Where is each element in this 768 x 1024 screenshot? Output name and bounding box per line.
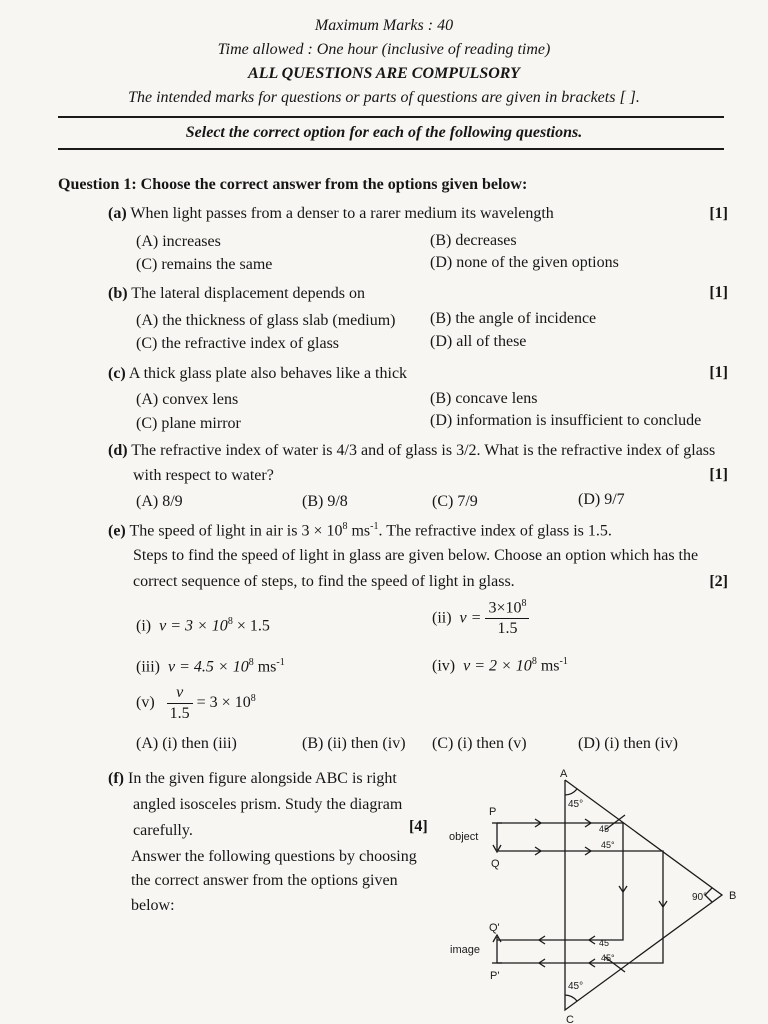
option-b-d[interactable]: (D) all of these xyxy=(430,333,527,350)
step-ii-fraction xyxy=(485,598,529,639)
step-v-den: 1.5 xyxy=(169,705,190,722)
question-b-marks: [1] xyxy=(709,284,728,301)
option-b-c[interactable]: (C) the refractive index of glass xyxy=(136,335,340,352)
step-iv xyxy=(432,656,568,675)
step-v-exp: 8 xyxy=(250,692,256,704)
question-c-text: A thick glass plate also behaves like a thick xyxy=(128,365,408,382)
option-c-c[interactable]: (C) plane mirror xyxy=(136,415,241,432)
step-iii-unit-exp: -1 xyxy=(276,657,285,668)
option-b-b[interactable]: (B) the angle of incidence xyxy=(430,310,597,327)
step-ii-den: 1.5 xyxy=(497,620,518,638)
option-b-a[interactable]: (A) the thickness of glass slab (medium) xyxy=(136,312,396,329)
option-d-c[interactable]: (C) 7/9 xyxy=(432,493,478,510)
option-e-c[interactable]: (C) (i) then (v) xyxy=(432,735,527,752)
max-marks: Maximum Marks : 40 xyxy=(314,17,454,34)
label-angle-top-1: 45 xyxy=(599,824,610,834)
step-iv-expr: v = 2 × 10 xyxy=(463,657,532,675)
option-a-c[interactable]: (C) remains the same xyxy=(136,256,273,273)
prism-diagram xyxy=(440,765,740,1024)
step-ii-label: (ii) xyxy=(432,609,452,627)
step-iii-unit: ms xyxy=(253,658,277,676)
option-a-d[interactable]: (D) none of the given options xyxy=(430,254,619,271)
question-a-label: (a) xyxy=(108,205,127,222)
label-angle-b: 90° xyxy=(692,892,708,903)
step-v-post: = 3 × 10 xyxy=(196,694,251,712)
question-f-text-5: the correct answer from the options given xyxy=(131,872,398,889)
step-ii-num-exp: 8 xyxy=(521,598,527,609)
question-f-text-3: carefully. xyxy=(133,822,193,839)
question-c-marks: [1] xyxy=(709,364,728,381)
label-angle-bot-1: 45 xyxy=(599,938,610,948)
label-a: A xyxy=(560,768,568,780)
question-e-line1-unit: ms xyxy=(347,522,371,540)
step-iii-expr: v = 4.5 × 10 xyxy=(168,658,249,676)
label-b: B xyxy=(729,890,737,902)
question-1-title: Question 1: Choose the correct answer from the options given below: xyxy=(58,176,528,193)
intended-marks-note: The intended marks for questions or parts of questions are given in brackets [ ]. xyxy=(128,89,640,106)
option-e-b[interactable]: (B) (ii) then (iv) xyxy=(302,735,406,752)
step-iv-exp: 8 xyxy=(531,656,537,667)
question-b-label: (b) xyxy=(108,285,128,302)
label-angle-a: 45° xyxy=(568,799,584,810)
question-a-marks: [1] xyxy=(709,205,728,222)
option-d-b[interactable]: (B) 9/8 xyxy=(302,493,348,510)
step-iii-label: (iii) xyxy=(136,658,160,676)
step-iii xyxy=(136,657,285,676)
question-d-text-line1: The refractive index of water is 4/3 and of glass is 3/2. What is the refractive index of glass xyxy=(131,442,716,459)
question-e-line2: Steps to find the speed of light in glass are given below. Choose an option which has the xyxy=(133,547,699,564)
option-d-d[interactable]: (D) 9/7 xyxy=(578,491,625,508)
angle-c-arc xyxy=(565,995,577,1001)
question-c xyxy=(108,365,407,383)
time-allowed: Time allowed : One hour (inclusive of reading time) xyxy=(217,41,551,58)
label-angle-bot-2: 45° xyxy=(601,953,615,963)
label-angle-c: 45° xyxy=(568,981,584,992)
label-p: P xyxy=(489,806,497,818)
option-a-a[interactable]: (A) increases xyxy=(136,233,221,250)
option-d-a[interactable]: (A) 8/9 xyxy=(136,493,183,510)
question-d-marks: [1] xyxy=(709,466,728,483)
question-e xyxy=(108,521,612,540)
question-e-line1-pre: The speed of light in air is 3 × 10 xyxy=(129,522,343,540)
label-q: Q xyxy=(491,858,500,870)
question-f-marks: [4] xyxy=(409,818,428,835)
step-iv-label: (iv) xyxy=(432,657,456,675)
step-v xyxy=(136,683,256,724)
label-p-prime: P' xyxy=(490,970,500,982)
top-rule xyxy=(58,116,724,118)
bottom-rule xyxy=(58,148,724,150)
option-e-d[interactable]: (D) (i) then (iv) xyxy=(578,735,678,752)
angle-a-arc xyxy=(565,789,577,795)
question-e-line1-exp: 8 xyxy=(342,521,348,532)
step-v-label: (v) xyxy=(136,694,155,712)
step-i xyxy=(136,616,270,635)
step-i-post: × 1.5 xyxy=(232,617,270,635)
question-f-text-1: In the given figure alongside ABC is right xyxy=(127,770,397,787)
step-i-label: (i) xyxy=(136,617,152,635)
question-e-label: (e) xyxy=(108,522,126,540)
question-b xyxy=(108,285,365,303)
option-e-a[interactable]: (A) (i) then (iii) xyxy=(136,735,237,752)
question-c-label: (c) xyxy=(108,365,126,382)
question-f-text-4: Answer the following questions by choosing xyxy=(131,848,417,865)
option-a-b[interactable]: (B) decreases xyxy=(430,232,517,249)
ray-bottom xyxy=(497,851,663,963)
step-i-exp: 8 xyxy=(227,616,233,627)
instruction: Select the correct option for each of the following questions. xyxy=(185,124,583,141)
question-f-text-6: below: xyxy=(131,897,175,914)
compulsory-heading: ALL QUESTIONS ARE COMPULSORY xyxy=(248,65,520,82)
label-image: image xyxy=(450,944,480,956)
label-object: object xyxy=(449,831,479,843)
question-f-label: (f) xyxy=(108,770,124,787)
question-a-text: When light passes from a denser to a rarer medium its wavelength xyxy=(130,205,554,222)
step-iii-exp: 8 xyxy=(248,657,254,668)
question-f-text-2: angled isosceles prism. Study the diagram xyxy=(133,796,403,813)
question-d xyxy=(108,442,715,460)
step-v-fraction xyxy=(167,683,193,724)
question-e-line3: correct sequence of steps, to find the speed of light in glass. xyxy=(133,573,515,590)
question-e-line1-unit-exp: -1 xyxy=(370,521,379,532)
label-q-prime: Q' xyxy=(489,922,500,934)
step-v-num: v xyxy=(167,683,193,704)
question-d-label: (d) xyxy=(108,442,128,459)
step-ii xyxy=(432,598,529,639)
step-ii-num: 3×10 xyxy=(488,599,522,617)
question-f-line1 xyxy=(108,770,397,788)
option-c-a[interactable]: (A) convex lens xyxy=(136,391,239,408)
option-c-d[interactable]: (D) information is insufficient to conclude xyxy=(430,412,702,429)
question-e-marks: [2] xyxy=(709,573,728,590)
step-i-expr: v = 3 × 10 xyxy=(159,617,228,635)
step-iv-unit: ms xyxy=(536,657,560,675)
question-b-text: The lateral displacement depends on xyxy=(131,285,365,302)
label-angle-top-2: 45° xyxy=(601,840,615,850)
step-iv-unit-exp: -1 xyxy=(559,656,568,667)
label-c: C xyxy=(566,1014,574,1024)
question-d-text-line2: with respect to water? xyxy=(133,467,274,484)
step-ii-pre: v = xyxy=(459,609,482,627)
option-c-b[interactable]: (B) concave lens xyxy=(430,390,538,407)
question-a xyxy=(108,205,554,223)
question-e-line1-post: . The refractive index of glass is 1.5. xyxy=(378,522,612,540)
